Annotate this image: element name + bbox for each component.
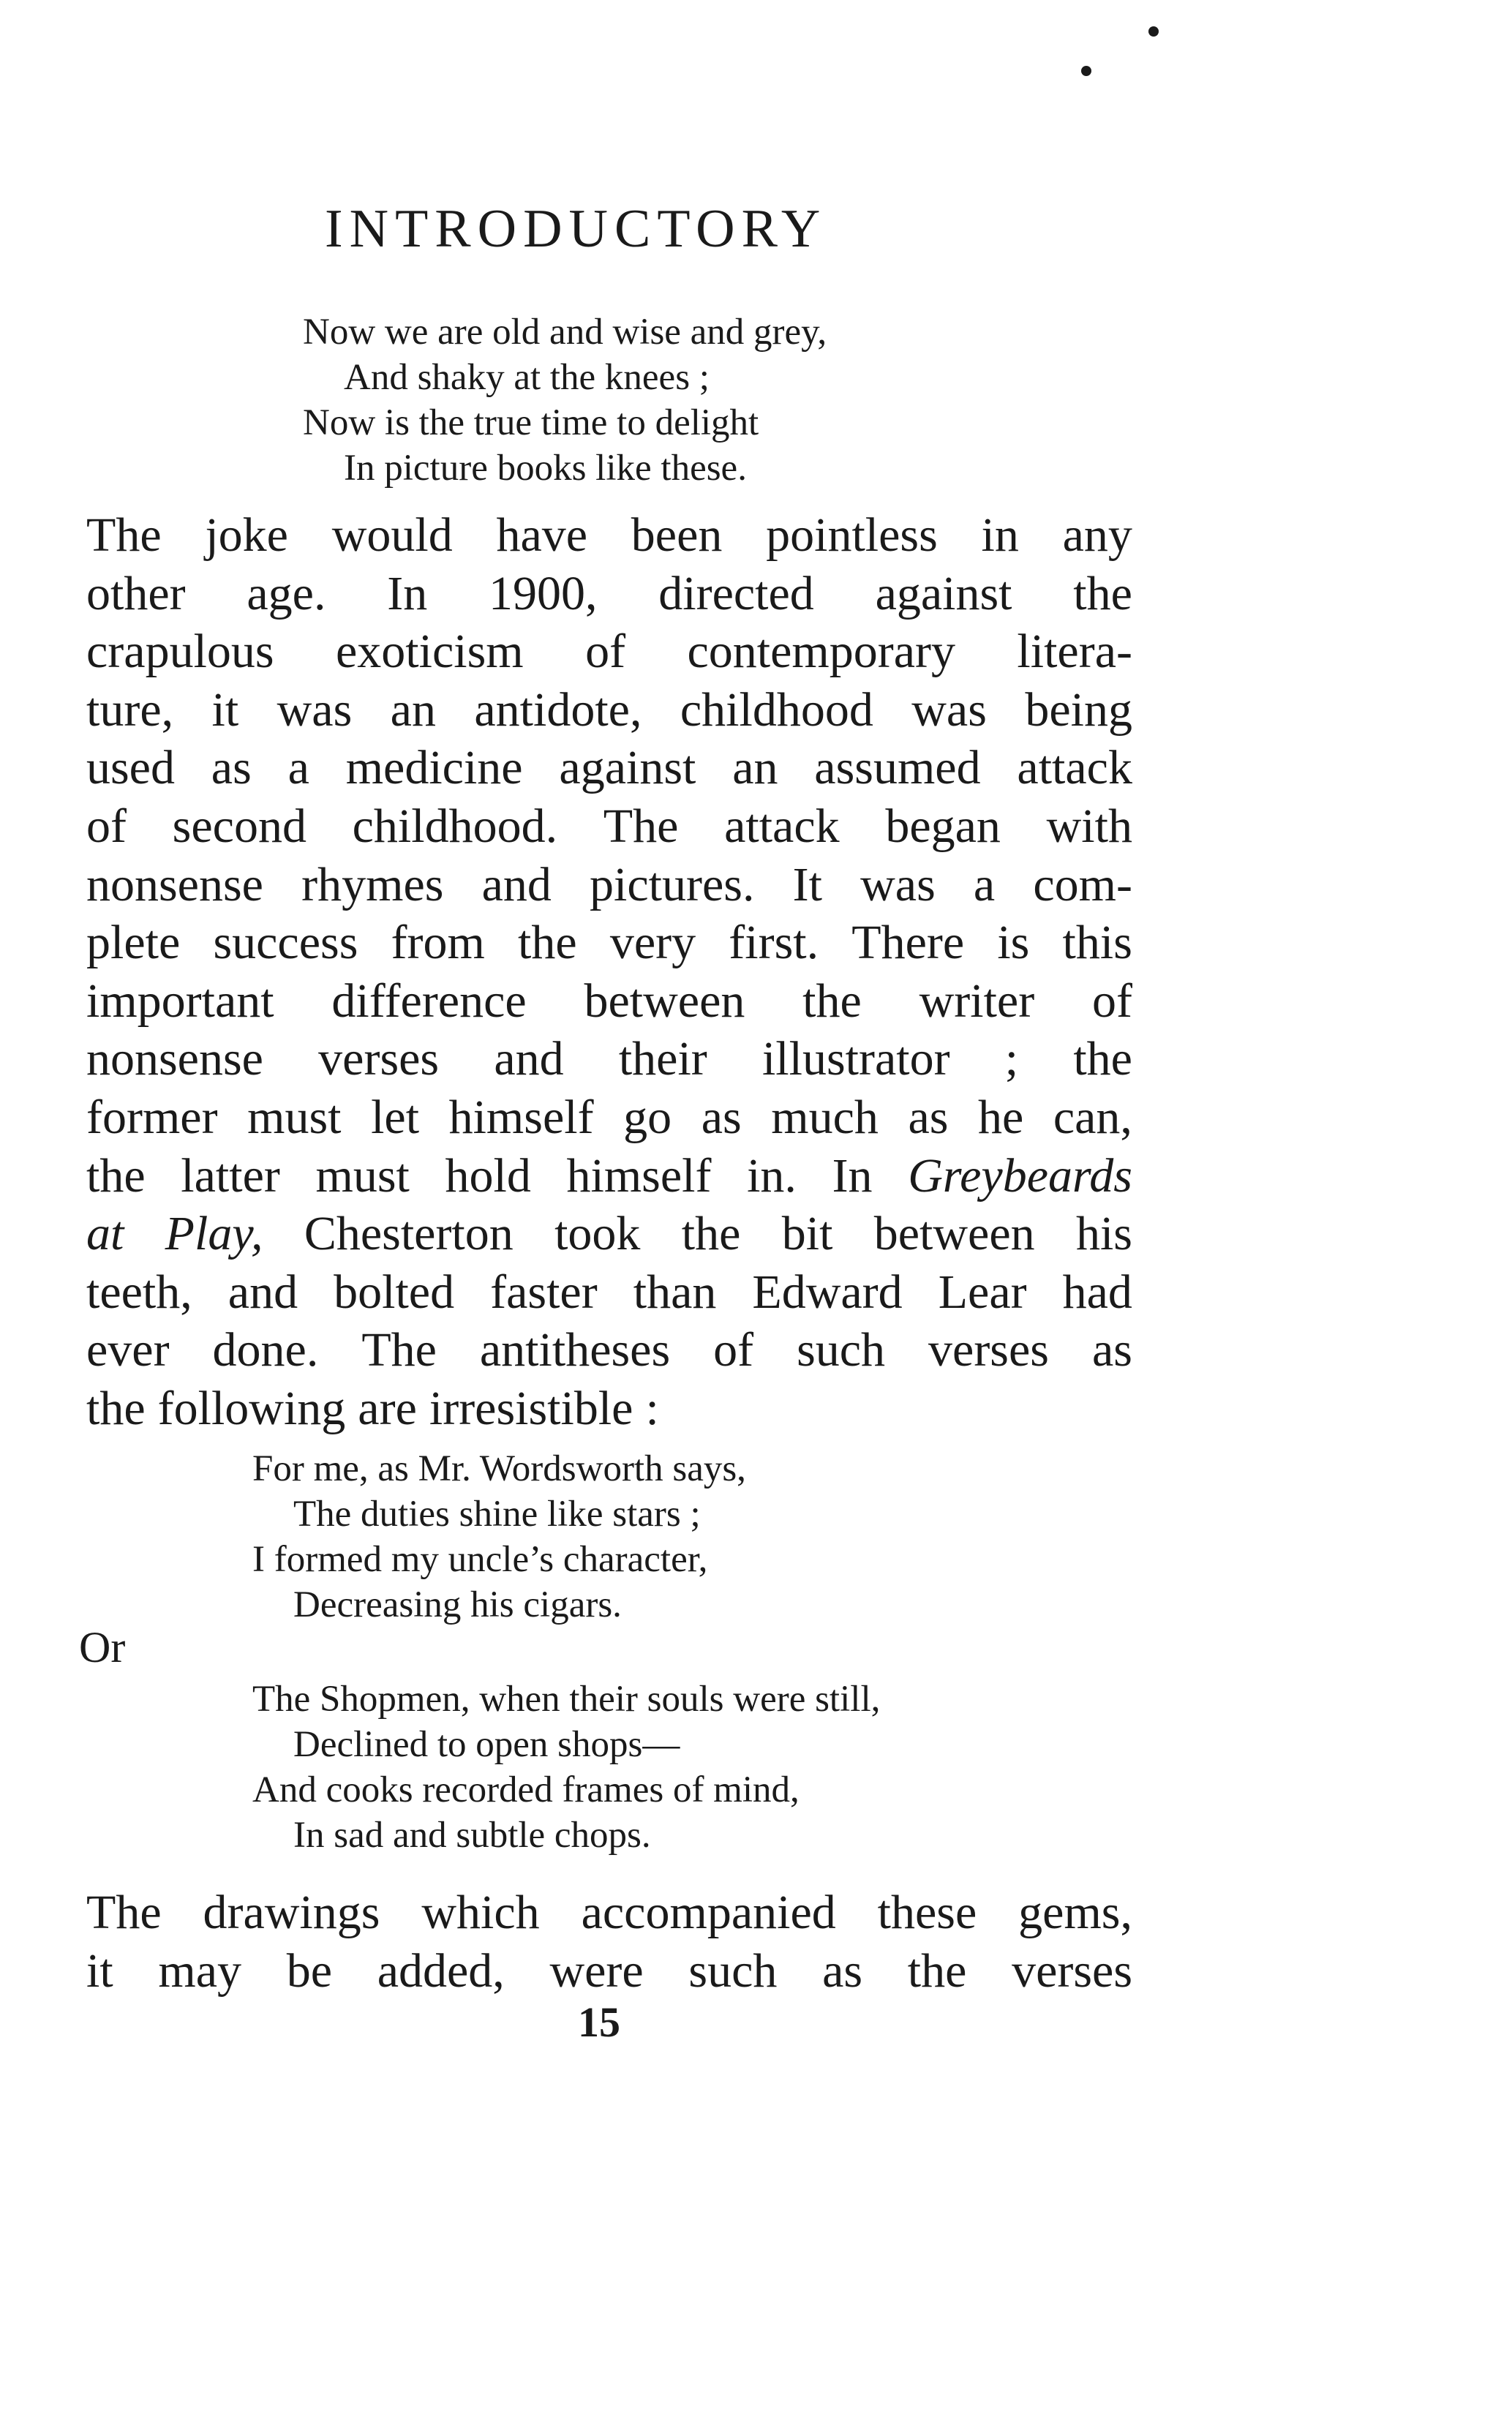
word: success bbox=[213, 916, 358, 970]
word: he bbox=[977, 1090, 1024, 1144]
word: an bbox=[732, 741, 778, 795]
ink-speck bbox=[1148, 26, 1159, 37]
word: which bbox=[421, 1886, 540, 1939]
word: any bbox=[1062, 508, 1132, 562]
paragraph-line bbox=[86, 1147, 1132, 1205]
word: can, bbox=[1053, 1090, 1132, 1144]
paragraph-line bbox=[86, 1088, 1132, 1147]
word: such bbox=[797, 1323, 886, 1377]
word: in bbox=[981, 508, 1019, 562]
word: go bbox=[623, 1090, 672, 1144]
word: important bbox=[86, 974, 274, 1028]
word: of bbox=[86, 799, 127, 853]
word: the bbox=[86, 1148, 146, 1203]
word: and bbox=[494, 1032, 564, 1086]
word: with bbox=[1046, 799, 1132, 853]
verse-line: And shaky at the knees ; bbox=[344, 357, 710, 398]
word: irresistible bbox=[429, 1381, 633, 1435]
word: crapulous bbox=[86, 625, 274, 679]
word: took bbox=[554, 1207, 641, 1261]
word: nonsense bbox=[86, 1032, 263, 1086]
word: assumed bbox=[814, 741, 981, 795]
word: Play, bbox=[165, 1207, 263, 1261]
ink-speck bbox=[1081, 66, 1091, 76]
word: would bbox=[331, 508, 453, 562]
word: and bbox=[481, 857, 552, 911]
verse-line: Declined to open shops— bbox=[293, 1724, 680, 1765]
word: are bbox=[358, 1381, 417, 1435]
word: against bbox=[559, 741, 696, 795]
word: writer bbox=[919, 974, 1035, 1028]
word: himself bbox=[566, 1148, 712, 1203]
word: done. bbox=[212, 1323, 319, 1377]
word: it bbox=[86, 1944, 113, 1998]
word: was bbox=[277, 682, 353, 737]
word: childhood bbox=[680, 682, 873, 737]
verse-line: Now we are old and wise and grey, bbox=[303, 312, 827, 353]
word: these bbox=[877, 1886, 977, 1939]
paragraph-line bbox=[86, 856, 1132, 914]
word: such bbox=[688, 1944, 778, 1998]
verse-line: In sad and subtle chops. bbox=[293, 1815, 651, 1856]
verse-line: Now is the true time to delight bbox=[303, 402, 759, 443]
word: attack bbox=[724, 799, 840, 853]
word: used bbox=[86, 741, 175, 795]
body-paragraph bbox=[86, 506, 1132, 1438]
word: antidote, bbox=[474, 682, 642, 737]
word: ever bbox=[86, 1323, 170, 1377]
word: the bbox=[681, 1207, 741, 1261]
paragraph-line bbox=[86, 972, 1132, 1031]
word: : bbox=[645, 1381, 659, 1435]
word: attack bbox=[1017, 741, 1132, 795]
epigraph-verse bbox=[303, 309, 827, 491]
word: difference bbox=[331, 974, 527, 1028]
paragraph-line bbox=[86, 1321, 1132, 1380]
word: an bbox=[390, 682, 436, 737]
word: and bbox=[227, 1265, 298, 1319]
word: had bbox=[1062, 1265, 1132, 1319]
word: The bbox=[603, 799, 679, 853]
word: Lear bbox=[938, 1265, 1027, 1319]
paragraph-line bbox=[86, 914, 1132, 972]
word: of bbox=[1092, 974, 1132, 1028]
verse-line: And cooks recorded frames of mind, bbox=[252, 1769, 800, 1810]
word: pictures. bbox=[590, 857, 755, 911]
word: Greybeards bbox=[908, 1148, 1132, 1203]
word: second bbox=[172, 799, 306, 853]
word: litera- bbox=[1017, 625, 1132, 679]
word: Edward bbox=[752, 1265, 903, 1319]
verse-line: The Shopmen, when their souls were still, bbox=[252, 1679, 881, 1720]
word: a bbox=[287, 741, 309, 795]
word: ; bbox=[1004, 1032, 1019, 1086]
word: childhood. bbox=[352, 799, 558, 853]
word: it bbox=[211, 682, 239, 737]
paragraph-line bbox=[86, 1942, 1132, 2001]
word: as bbox=[908, 1090, 949, 1144]
paragraph-line bbox=[86, 681, 1132, 740]
word: must bbox=[247, 1090, 342, 1144]
page-number: 15 bbox=[578, 1998, 620, 2046]
word: plete bbox=[86, 916, 181, 970]
word: verses bbox=[318, 1032, 440, 1086]
paragraph-line bbox=[86, 1884, 1132, 1942]
word: antitheses bbox=[479, 1323, 671, 1377]
word: faster bbox=[490, 1265, 598, 1319]
word: joke bbox=[205, 508, 288, 562]
word: gems, bbox=[1018, 1886, 1132, 1939]
verse-line: For me, as Mr. Wordsworth says, bbox=[252, 1448, 746, 1489]
word: very bbox=[609, 916, 696, 970]
paragraph-line bbox=[86, 622, 1132, 681]
verse-line: The duties shine like stars ; bbox=[293, 1494, 701, 1535]
word: verses bbox=[928, 1323, 1049, 1377]
word: being bbox=[1025, 682, 1132, 737]
word: accompanied bbox=[581, 1886, 836, 1939]
word: former bbox=[86, 1090, 218, 1144]
paragraph-line bbox=[86, 1263, 1132, 1322]
word: between bbox=[873, 1207, 1035, 1261]
word: must bbox=[315, 1148, 410, 1203]
word: the bbox=[1073, 566, 1132, 620]
quoted-verse-one bbox=[252, 1446, 746, 1628]
word: illustrator bbox=[761, 1032, 950, 1086]
paragraph-line bbox=[86, 1380, 1132, 1438]
word: teeth, bbox=[86, 1265, 192, 1319]
word: began bbox=[885, 799, 1001, 853]
word: There bbox=[851, 916, 965, 970]
word: between bbox=[584, 974, 745, 1028]
body-paragraph bbox=[86, 1884, 1132, 2000]
word: In bbox=[387, 566, 428, 620]
word: as bbox=[211, 741, 252, 795]
word: age. bbox=[247, 566, 326, 620]
word: latter bbox=[181, 1148, 280, 1203]
word: as bbox=[701, 1090, 742, 1144]
verse-line: I formed my uncle’s character, bbox=[252, 1539, 708, 1580]
word: against bbox=[875, 566, 1012, 620]
paragraph-line bbox=[86, 1030, 1132, 1088]
word: following bbox=[157, 1381, 346, 1435]
word: may bbox=[158, 1944, 242, 1998]
verse-line: In picture books like these. bbox=[344, 448, 747, 489]
word: hold bbox=[445, 1148, 531, 1203]
word: other bbox=[86, 566, 186, 620]
word: this bbox=[1062, 916, 1132, 970]
word: were bbox=[549, 1944, 644, 1998]
word: The bbox=[361, 1323, 437, 1377]
word: the bbox=[802, 974, 862, 1028]
word: directed bbox=[658, 566, 814, 620]
paragraph-line bbox=[86, 739, 1132, 797]
paragraph-line bbox=[86, 1205, 1132, 1263]
word: from bbox=[391, 916, 485, 970]
word: as bbox=[1091, 1323, 1132, 1377]
paragraph-line bbox=[86, 506, 1132, 565]
word: of bbox=[585, 625, 626, 679]
word: is bbox=[997, 916, 1030, 970]
word: medicine bbox=[345, 741, 523, 795]
word: a bbox=[973, 857, 996, 911]
word: com- bbox=[1033, 857, 1132, 911]
word: nonsense bbox=[86, 857, 263, 911]
word: pointless bbox=[766, 508, 938, 562]
quoted-verse-two bbox=[252, 1677, 880, 1858]
word: himself bbox=[448, 1090, 594, 1144]
word: much bbox=[771, 1090, 879, 1144]
word: contemporary bbox=[687, 625, 955, 679]
word: rhymes bbox=[301, 857, 444, 911]
word: than bbox=[633, 1265, 717, 1319]
word: the bbox=[86, 1381, 146, 1435]
chapter-heading: INTRODUCTORY bbox=[325, 199, 827, 259]
word: added, bbox=[377, 1944, 505, 1998]
verse-line: Decreasing his cigars. bbox=[293, 1584, 622, 1625]
word: drawings bbox=[203, 1886, 380, 1939]
word: ture, bbox=[86, 682, 174, 737]
word: first. bbox=[729, 916, 819, 970]
word: was bbox=[911, 682, 987, 737]
word: their bbox=[618, 1032, 707, 1086]
word: of bbox=[713, 1323, 754, 1377]
word: in. bbox=[747, 1148, 797, 1203]
word: It bbox=[792, 857, 822, 911]
paragraph-line bbox=[86, 565, 1132, 623]
word: be bbox=[286, 1944, 332, 1998]
paragraph-line bbox=[86, 797, 1132, 856]
word: his bbox=[1075, 1207, 1132, 1261]
word: was bbox=[860, 857, 936, 911]
word: The bbox=[86, 1886, 162, 1939]
word: Chesterton bbox=[304, 1207, 514, 1261]
word: the bbox=[1073, 1032, 1132, 1086]
word: verses bbox=[1012, 1944, 1132, 1998]
connector-word: Or bbox=[79, 1623, 126, 1671]
word: bolted bbox=[334, 1265, 455, 1319]
word: 1900, bbox=[488, 566, 598, 620]
word: bit bbox=[781, 1207, 833, 1261]
word: have bbox=[496, 508, 588, 562]
word: been bbox=[631, 508, 723, 562]
word: the bbox=[907, 1944, 967, 1998]
word: as bbox=[822, 1944, 863, 1998]
word: In bbox=[832, 1148, 873, 1203]
word: let bbox=[371, 1090, 420, 1144]
word: at bbox=[86, 1207, 124, 1261]
word: exoticism bbox=[336, 625, 524, 679]
word: the bbox=[518, 916, 577, 970]
word: The bbox=[86, 508, 162, 562]
